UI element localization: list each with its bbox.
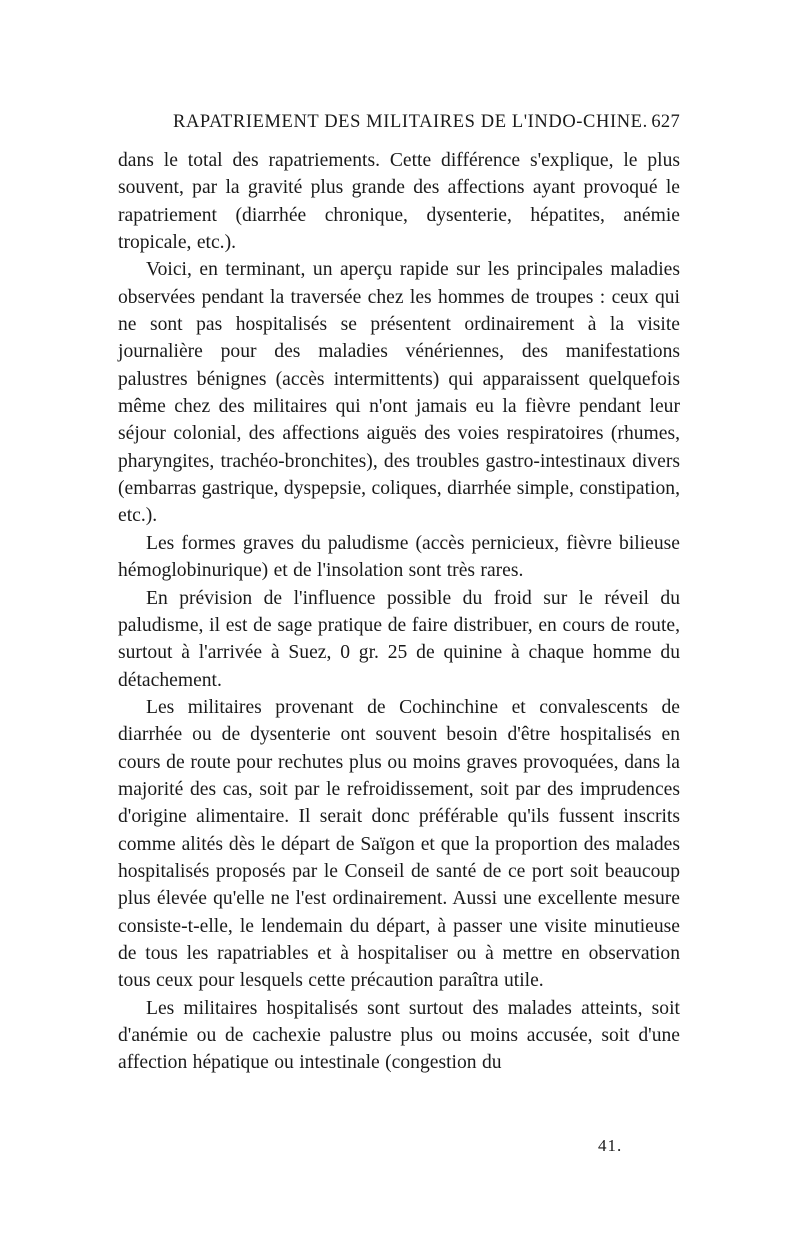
- paragraph-cochinchine: Les militaires provenant de Cochinchine et convalescents de diarrhée ou de dysenterie ont souvent besoin d'être hospitalisés en cours de route pour rechutes plus ou moins graves provoquées, dans la majorité des cas, soit par le refroidissement, soit par des imprudences d'origine alimentaire. Il serait donc préférable qu'ils fussent inscrits comme alités dès le départ de Saïgon et que la proportion des malades hospitalisés proposés par le Conseil de santé de ce port soit beaucoup plus élevée qu'elle ne l'est ordinairement. Aussi une excellente mesure consiste-t-elle, le lendemain du départ, à passer une visite minutieuse de tous les rapatriables et à hospitaliser ou à mettre en observation tous ceux pour lesquels cette précaution paraîtra utile.: [118, 696, 680, 992]
- paragraph-quinine: En prévision de l'influence possible du froid sur le réveil du paludisme, il est de sage pratique de faire distribuer, en cours de route, surtout à l'arrivée à Suez, 0 gr. 25 de quinine à chaque homme du détachement.: [118, 587, 680, 691]
- body-text: [118, 147, 680, 1077]
- running-title: RAPATRIEMENT DES MILITAIRES DE L'INDO-CHINE.: [173, 112, 648, 132]
- paragraph-maladies-observees: Voici, en terminant, un aperçu rapide sur les principales maladies observées pendant la traversée chez les hommes de troupes : ceux qui ne sont pas hospitalisés se présentent ordinairement à la visite journalière pour des maladies vénériennes, des manifestations palustres bénignes (accès intermittents) qui apparaissent quelquefois même chez des militaires qui n'ont jamais eu la fièvre pendant leur séjour colonial, des affections aiguës des voies respiratoires (rhumes, pharyngites, trachéo-bronchites), des troubles gastro-intestinaux divers (embarras gastrique, dyspepsie, coliques, diarrhée simple, constipation, etc.).: [118, 259, 680, 527]
- paragraph-formes-graves: Les formes graves du paludisme (accès pernicieux, fièvre bilieuse hémoglobinurique) et de l'insolation sont très rares.: [118, 532, 680, 582]
- paragraph-hospitalises: Les militaires hospitalisés sont surtout des malades atteints, soit d'anémie ou de cachexie palustre plus ou moins accusée, soit d'une affection hépatique ou intestinale (congestion du: [118, 997, 680, 1074]
- paragraph-continued: dans le total des rapatriements. Cette différence s'explique, le plus souvent, par la gravité plus grande des affections ayant provoqué le rapatriement (diarrhée chronique, dysenterie, hépatites, anémie tropicale, etc.).: [118, 150, 680, 254]
- page-number: 627: [651, 112, 680, 132]
- printer-signature-mark: 41.: [598, 1136, 623, 1155]
- running-head: [118, 112, 680, 142]
